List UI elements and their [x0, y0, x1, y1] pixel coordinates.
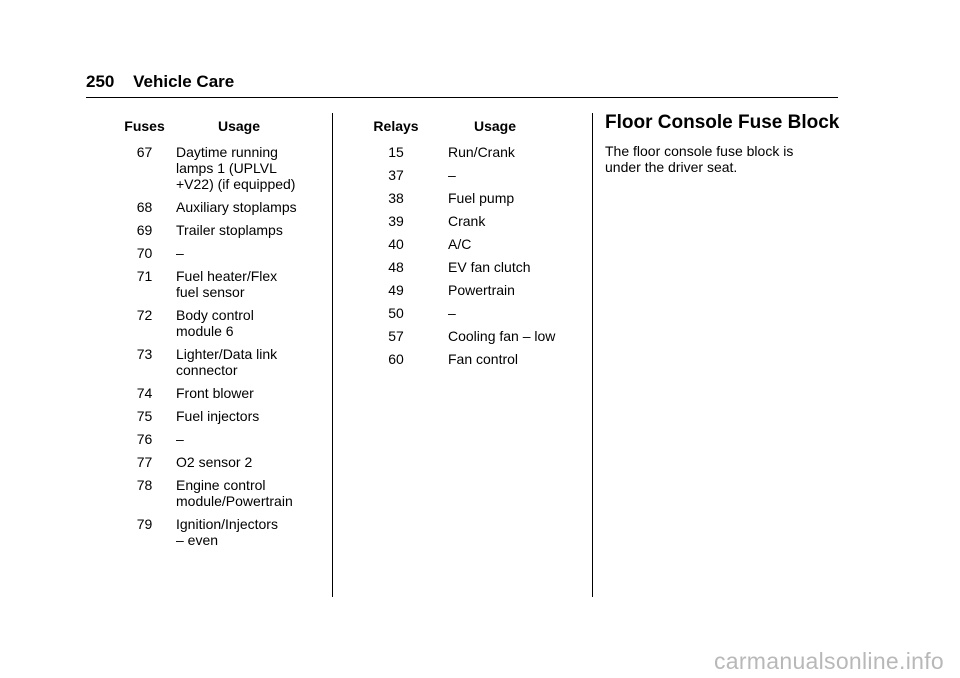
- fuse-number: 75: [136, 408, 153, 424]
- table-row: [370, 213, 568, 236]
- fuse-usage-line: module 6: [176, 323, 234, 339]
- relay-number: 48: [388, 259, 404, 275]
- fuse-usage-line: Engine control: [176, 477, 266, 493]
- relay-number: 39: [388, 213, 404, 229]
- table-row: [113, 477, 302, 516]
- table-row: [370, 190, 568, 213]
- table-row: [370, 259, 568, 282]
- table-header-row: [113, 118, 302, 144]
- fuse-number: 79: [136, 516, 153, 532]
- table-row: [370, 282, 568, 305]
- fuse-usage-line: – even: [176, 532, 219, 548]
- fuse-number: 72: [136, 307, 153, 323]
- fuse-number: 76: [136, 431, 153, 447]
- fuse-usage: [176, 144, 302, 199]
- fuse-usage: [176, 346, 302, 385]
- table-row: [113, 408, 302, 431]
- fuse-usage-line: Trailer stoplamps: [176, 222, 283, 238]
- usage-column-header: Usage: [473, 118, 517, 134]
- fuse-usage-line: Ignition/Injectors: [176, 516, 278, 532]
- header-rule: [86, 97, 838, 98]
- fuse-usage: [176, 385, 302, 408]
- relay-number: 38: [388, 190, 404, 206]
- column-divider-2: [592, 113, 593, 597]
- fuse-usage: [176, 307, 302, 346]
- page-number: 250: [86, 72, 115, 91]
- fuse-usage: [176, 199, 302, 222]
- fuse-number: 74: [136, 385, 153, 401]
- relay-number: 60: [388, 351, 404, 367]
- fuse-number: 69: [136, 222, 153, 238]
- table-row: [370, 328, 568, 351]
- fuse-usage-line: fuel sensor: [176, 284, 245, 300]
- fuse-usage: [176, 516, 302, 555]
- relay-number: 49: [388, 282, 404, 298]
- fuse-usage-line: Daytime running: [176, 144, 278, 160]
- page-header: [86, 72, 234, 92]
- fuse-usage: [176, 408, 302, 431]
- table-row: [113, 431, 302, 454]
- fuse-usage-line: Body control: [176, 307, 254, 323]
- relay-usage: –: [448, 167, 456, 183]
- relay-usage: Run/Crank: [448, 144, 515, 160]
- fuse-number: 71: [136, 268, 153, 284]
- table-row: [113, 307, 302, 346]
- relay-number: 40: [388, 236, 404, 252]
- fuse-number: 77: [136, 454, 153, 470]
- relays-column-header: Relays: [373, 118, 419, 134]
- watermark: carmanualsonline.info: [713, 648, 944, 674]
- column-divider-1: [332, 113, 333, 597]
- fuse-usage-line: connector: [176, 362, 238, 378]
- section-heading: Floor Console Fuse Block: [605, 112, 840, 133]
- table-row: [113, 144, 302, 199]
- usage-column-header: Usage: [217, 118, 261, 134]
- fuse-usage: [176, 222, 302, 245]
- section-paragraph: The floor console fuse block is under the driver seat.: [605, 143, 794, 175]
- relay-usage: Crank: [448, 213, 486, 229]
- fuse-number: 73: [136, 346, 153, 362]
- relay-usage: Fuel pump: [448, 190, 515, 206]
- page-title: Vehicle Care: [133, 72, 235, 91]
- relay-usage: Fan control: [448, 351, 519, 367]
- table-header-row: [370, 118, 568, 144]
- fuse-usage-line: lamps 1 (UPLVL: [176, 160, 277, 176]
- relay-usage: EV fan clutch: [448, 259, 531, 275]
- table-row: [370, 305, 568, 328]
- fuse-number: 68: [136, 199, 153, 215]
- relay-number: 57: [388, 328, 404, 344]
- fuse-number: 67: [136, 144, 153, 160]
- fuse-usage-line: –: [176, 245, 184, 261]
- table-row: [113, 199, 302, 222]
- fuse-usage-line: Front blower: [176, 385, 254, 401]
- relay-usage: –: [448, 305, 456, 321]
- table-row: [370, 167, 568, 190]
- fuse-usage-line: –: [176, 431, 184, 447]
- table-row: [113, 385, 302, 408]
- relay-usage: Powertrain: [448, 282, 515, 298]
- table-row: [113, 268, 302, 307]
- fuse-usage-line: Fuel heater/Flex: [176, 268, 278, 284]
- fuse-usage: [176, 245, 302, 268]
- table-row: [113, 346, 302, 385]
- relay-usage: Cooling fan – low: [448, 328, 556, 344]
- fuse-number: 78: [136, 477, 153, 493]
- table-row: [370, 144, 568, 167]
- table-row: [113, 516, 302, 555]
- table-row: [113, 454, 302, 477]
- fuse-usage-line: +V22) (if equipped): [176, 176, 296, 192]
- fuses-table: [113, 118, 302, 555]
- fuse-usage: [176, 431, 302, 454]
- fuses-column-header: Fuses: [124, 118, 165, 134]
- relays-table: [370, 118, 568, 374]
- fuse-usage: [176, 477, 302, 516]
- fuse-usage-line: Fuel injectors: [176, 408, 260, 424]
- table-row: [370, 236, 568, 259]
- relay-usage: A/C: [448, 236, 472, 252]
- fuse-usage-line: Lighter/Data link: [176, 346, 278, 362]
- relay-number: 37: [388, 167, 404, 183]
- table-row: [113, 222, 302, 245]
- table-row: [113, 245, 302, 268]
- relay-number: 50: [388, 305, 404, 321]
- fuse-usage-line: O2 sensor 2: [176, 454, 253, 470]
- fuse-usage-line: Auxiliary stoplamps: [176, 199, 297, 215]
- table-row: [370, 351, 568, 374]
- fuse-usage-line: module/Powertrain: [176, 493, 293, 509]
- fuse-usage: [176, 268, 302, 307]
- fuse-number: 70: [136, 245, 153, 261]
- relay-number: 15: [388, 144, 404, 160]
- fuse-usage: [176, 454, 302, 477]
